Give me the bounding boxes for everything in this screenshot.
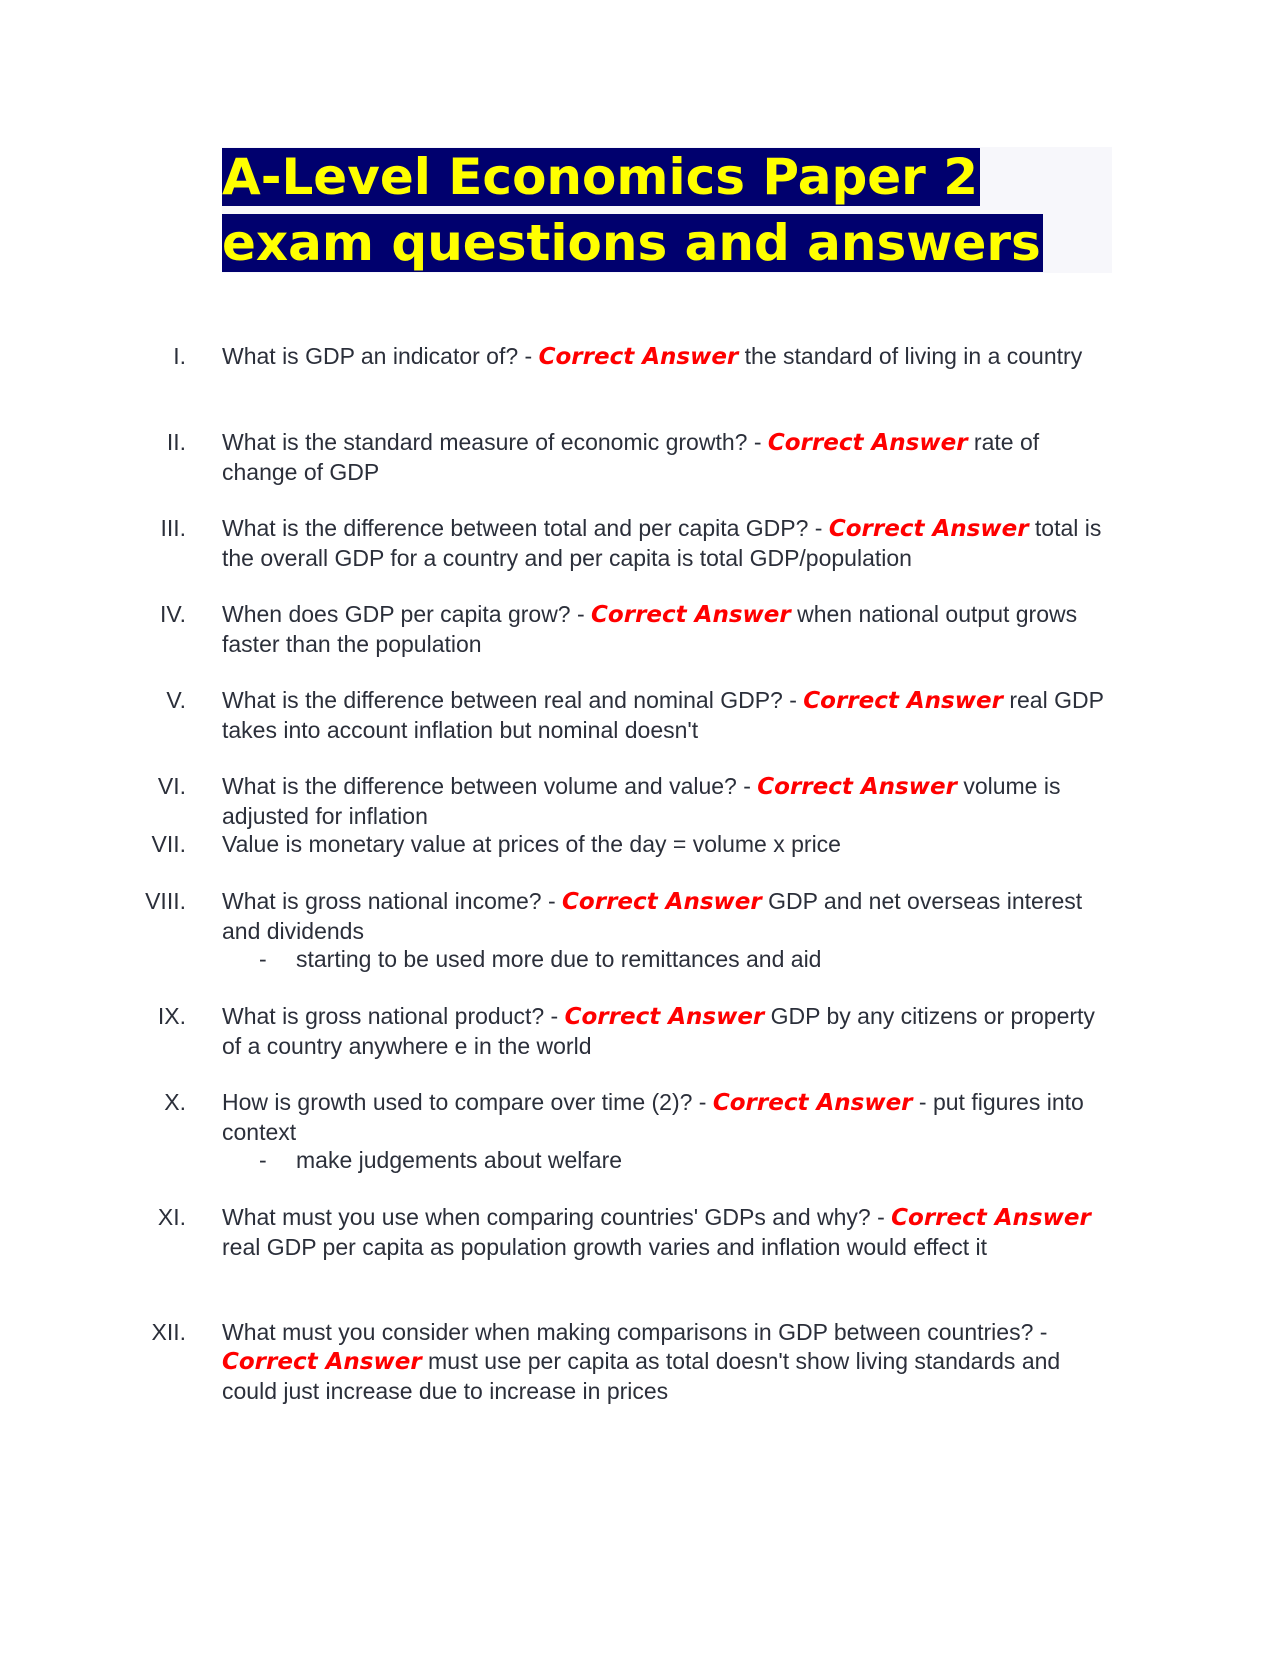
question-text: What is the difference between total and per capita GDP? - [222,515,829,541]
correct-answer-label: Correct Answer [222,1349,422,1375]
item-text [222,428,1117,487]
item-numeral: VI. [157,773,186,799]
dash-bullet: - [259,1147,267,1173]
item-numeral: I. [173,343,186,369]
correct-answer-label: Correct Answer [828,516,1029,542]
answer-text: when national output grows faster than the population [222,601,1078,657]
question-text: What must you use when comparing countries' GDPs and why? - [222,1204,892,1230]
item-text [222,772,1117,831]
question-text: When does GDP per capita grow? - [222,601,592,627]
item-text: Value is monetary value at prices of the day = volume x price [222,831,841,857]
item-numeral: II. [166,429,186,455]
item-text [222,1318,1117,1406]
answer-text: the standard of living in a country [738,343,1083,369]
answer-text: real GDP takes into account inflation but nominal doesn't [222,687,1104,743]
question-text: What is the difference between real and nominal GDP? - [222,687,804,713]
answer-text: real GDP per capita as population growth varies and inflation would effect it [222,1234,987,1260]
item-numeral: VIII. [145,888,186,914]
question-text: How is growth used to compare over time (2)? - [222,1089,713,1115]
item-numeral: XI. [157,1204,186,1230]
answer-text: total is the overall GDP for a country and per capita is total GDP/population [222,515,1102,571]
item-text [222,887,1117,946]
correct-answer-label: Correct Answer [591,602,791,628]
question-text: What is the standard measure of economic growth? - [222,429,768,455]
item-text [222,1088,1117,1147]
answer-text: volume is adjusted for inflation [222,773,1061,829]
question-text: What must you consider when making comparisons in GDP between countries? - [222,1319,1048,1345]
sub-bullet-text: make judgements about welfare [296,1147,623,1173]
answer-text: rate of change of GDP [222,429,1040,485]
answer-text: GDP and net overseas interest and dividends [222,888,1083,944]
correct-answer-label: Correct Answer [891,1205,1091,1231]
item-text [222,1002,1117,1061]
correct-answer-label: Correct Answer [562,889,762,915]
item-numeral: III. [160,515,186,541]
question-text: What is the difference between volume and value? - [222,773,758,799]
correct-answer-label: Correct Answer [803,688,1003,714]
item-numeral: V. [166,687,186,713]
correct-answer-label: Correct Answer [564,1004,765,1030]
item-text [222,514,1117,573]
document-title-line-1: A-Level Economics Paper 2 [222,148,979,206]
item-text [222,600,1117,659]
answer-text: must use per capita as total doesn't show living standards and could just increase due to increase in prices [222,1348,1061,1404]
item-text [222,1203,1117,1262]
answer-text: - put figures into context [222,1089,1084,1145]
correct-answer-label: Correct Answer [767,430,968,456]
item-numeral: VII. [151,831,186,857]
question-text: What is gross national product? - [222,1003,565,1029]
dash-bullet: - [259,946,267,972]
item-text [222,342,1117,372]
document-title-line-2: exam questions and answers [222,214,1041,272]
correct-answer-label: Correct Answer [712,1090,913,1116]
item-numeral: X. [164,1089,186,1115]
sub-bullet-text: starting to be used more due to remittances and aid [296,946,822,972]
answer-text: GDP by any citizens or property of a country anywhere e in the world [222,1003,1095,1059]
correct-answer-label: Correct Answer [538,344,739,370]
item-numeral: IV. [159,601,186,627]
question-text: What is GDP an indicator of? - [222,343,539,369]
item-numeral: IX. [157,1003,186,1029]
correct-answer-label: Correct Answer [757,774,957,800]
item-numeral: XII. [151,1319,186,1345]
item-text [222,686,1117,745]
question-text: What is gross national income? - [222,888,563,914]
